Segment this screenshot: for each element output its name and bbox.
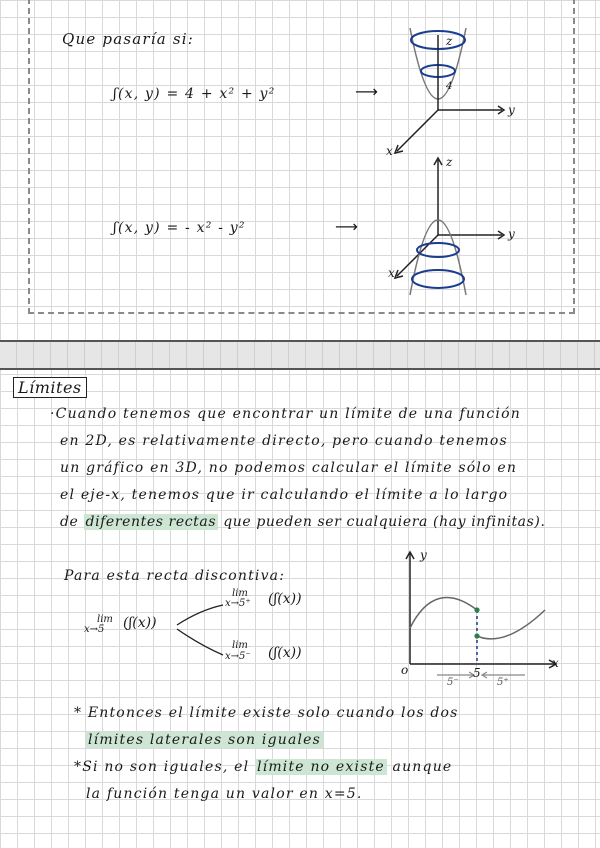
example-heading: Para esta recta discontiva: — [64, 568, 286, 584]
graph-right-label: 5⁺ — [497, 677, 509, 688]
lim-expr-lower: (ʃ(x)) — [268, 645, 302, 661]
lim-sub-upper: x→5⁺ — [225, 598, 251, 609]
function-1: ʃ(x, y) = 4 + x² + y² — [113, 86, 276, 102]
para-line-1: ·Cuando tenemos que encontrar un límite de una función — [50, 406, 521, 422]
point-upper — [474, 607, 479, 612]
lim-expr-left: (ʃ(x)) — [123, 615, 157, 631]
highlight-limite-no-existe: límite no existe — [256, 759, 385, 775]
graph-x-label: x — [552, 656, 559, 670]
arrow-2: ⟶ — [335, 217, 360, 236]
section-title: Límites — [13, 377, 87, 398]
para-line-4: el eje-x, tenemos que ir calculando el límite a lo largo — [60, 487, 509, 503]
highlight-limites-laterales: límites laterales son iguales — [88, 732, 322, 748]
highlight-diferentes-rectas: diferentes rectas — [85, 514, 217, 530]
discontinuity-graph — [395, 548, 570, 688]
arrow-1: ⟶ — [355, 82, 380, 101]
para-l5-post: que pueden ser cualquiera (hay infinitas). — [223, 514, 546, 530]
para-line-3: un gráfico en 3D, no podemos calcular el límite sólo en — [60, 460, 518, 476]
lim-word-left: lim — [97, 614, 113, 625]
bullet-1-line-1: * Entonces el límite existe solo cuando los dos — [74, 705, 459, 721]
curve-right-branch — [477, 610, 545, 639]
x-axis — [397, 110, 438, 151]
function-2: ʃ(x, y) = - x² - y² — [113, 220, 246, 236]
z-label-1: z — [446, 34, 453, 48]
paraboloid-down-diagram — [380, 155, 520, 300]
level-ellipse-bottom — [412, 270, 464, 288]
y-label-2: y — [508, 227, 515, 241]
para-line-2: en 2D, es relativamente directo, pero cuando tenemos — [60, 433, 508, 449]
graph-origin-label: o — [401, 663, 409, 677]
z-label-2: z — [446, 155, 453, 169]
para-text-1: Cuando tenemos que encontrar un límite de una función — [55, 406, 521, 422]
lim-word-lower: lim — [232, 640, 248, 651]
para-line-5 — [60, 514, 546, 530]
branch-lines — [175, 595, 225, 665]
y-label-1: y — [508, 103, 515, 117]
bullet-2-line-2: la función tenga un valor en x=5. — [86, 786, 363, 802]
para-l5-pre: de — [60, 514, 79, 530]
graph-five-label: 5 — [473, 666, 481, 680]
bullet-2-line-1 — [74, 759, 452, 775]
question-text: Que pasaría si: — [62, 30, 195, 48]
point-lower — [474, 633, 479, 638]
lim-sub-left: x→5 — [84, 624, 105, 635]
bullet-2-post: aunque — [392, 759, 453, 775]
graph-left-label: 5⁻ — [447, 677, 459, 688]
x-label-2: x — [388, 266, 395, 280]
curve-left-branch — [410, 598, 477, 628]
four-label: 4 — [446, 81, 453, 92]
lim-expr-upper: (ʃ(x)) — [268, 591, 302, 607]
bullet-2-pre: *Si no son iguales, el — [74, 759, 250, 775]
bullet-1-line-2 — [86, 732, 323, 748]
lim-word-upper: lim — [232, 588, 248, 599]
section-divider — [0, 340, 600, 370]
graph-y-label: y — [420, 548, 427, 562]
x-label-1: x — [386, 144, 393, 158]
lim-sub-lower: x→5⁻ — [225, 651, 251, 662]
